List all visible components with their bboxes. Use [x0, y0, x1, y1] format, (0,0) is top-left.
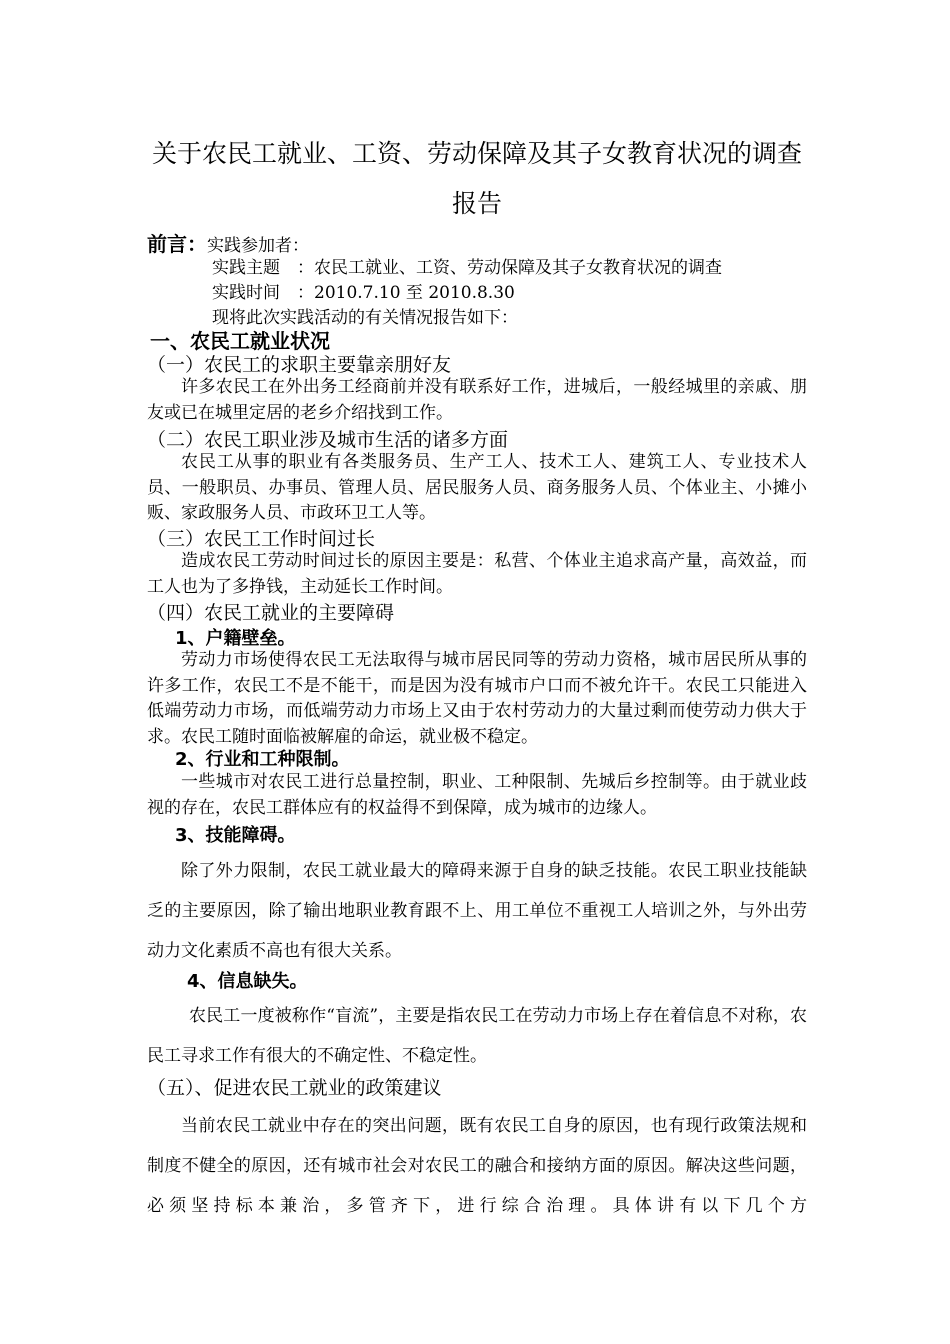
- document-title-line-1: 关于农民工就业、工资、劳动保障及其子女教育状况的调查: [151, 139, 802, 168]
- subsection-2-paragraph: 农民工从事的职业有各类服务员、生产工人、技术工人、建筑工人、专业技术人员、一般职员、办事员、管理人员、居民服务人员、商务服务人员、个体业主、小摊小贩、家政服务人员、市政环卫工人等。: [147, 452, 807, 523]
- preface-participants: 实践参加者：: [207, 236, 309, 256]
- barrier-3-paragraph: 除了外力限制，农民工就业最大的障碍来源于自身的缺乏技能。农民工职业技能缺乏的主要原因，除了输出地职业教育跟不上、用工单位不重视工人培训之外，与外出劳动力文化素质不高也有很大关系。: [147, 861, 807, 961]
- barrier-1-paragraph: 劳动力市场使得农民工无法取得与城市居民同等的劳动力资格，城市居民所从事的许多工作，农民工不是不能干，而是因为没有城市户口而不被允许干。农民工只能进入低端劳动力市场，而低端劳动力市场上又由于农村劳动力的大量过剩而使劳动力供大于求。农民工随时面临被解雇的命运，就业极不稳定。: [147, 650, 807, 747]
- barrier-2-paragraph: 一些城市对农民工进行总量控制，职业、工种限制、先城后乡控制等。由于就业歧视的存在，农民工群体应有的权益得不到保障，成为城市的边缘人。: [147, 772, 807, 818]
- barrier-3-heading: 3、技能障碍。: [175, 825, 296, 846]
- subsection-2-heading: （二）农民工职业涉及城市生活的诸多方面: [147, 429, 509, 451]
- subsection-3-paragraph: 造成农民工劳动时间过长的原因主要是：私营、个体业主追求高产量，高效益，而工人也为了多挣钱，主动延长工作时间。: [147, 551, 807, 597]
- subsection-4-heading: （四）农民工就业的主要障碍: [147, 602, 395, 624]
- preface-theme: 实践主题 ：农民工就业、工资、劳动保障及其子女教育状况的调查: [212, 258, 722, 278]
- barrier-2-heading: 2、行业和工种限制。: [175, 749, 350, 770]
- section-1-heading: 一、农民工就业状况: [150, 329, 330, 353]
- barrier-4-heading: 4、信息缺失。: [187, 971, 308, 992]
- barrier-4-paragraph: 农民工一度被称作“盲流”，主要是指农民工在劳动力市场上存在着信息不对称，农民工寻求工作有很大的不确定性、不稳定性。: [147, 1006, 807, 1066]
- preface-label: 前言：: [147, 232, 207, 256]
- subsection-1-paragraph: 许多农民工在外出务工经商前并没有联系好工作，进城后，一般经城里的亲戚、朋友或已在城里定居的老乡介绍找到工作。: [147, 377, 807, 423]
- subsection-5-heading: （五）、促进农民工就业的政策建议: [147, 1077, 442, 1099]
- barrier-1-heading: 1、户籍壁垒。: [175, 628, 296, 649]
- preface-intro: 现将此次实践活动的有关情况报告如下：: [212, 308, 518, 328]
- subsection-3-heading: （三）农民工工作时间过长: [147, 528, 376, 550]
- document-title-line-2: 报告: [451, 189, 502, 218]
- subsection-5-paragraph: 当前农民工就业中存在的突出问题，既有农民工自身的原因，也有现行政策法规和制度不健全的原因，还有城市社会对农民工的融合和接纳方面的原因。解决这些问题，必须坚持标本兼治，多管齐下，进行综合治理。具体讲有以下几个方: [147, 1116, 807, 1216]
- subsection-1-heading: （一）农民工的求职主要靠亲朋好友: [147, 354, 452, 376]
- preface-time: 实践时间 ：2010.7.10 至 2010.8.30: [212, 283, 515, 303]
